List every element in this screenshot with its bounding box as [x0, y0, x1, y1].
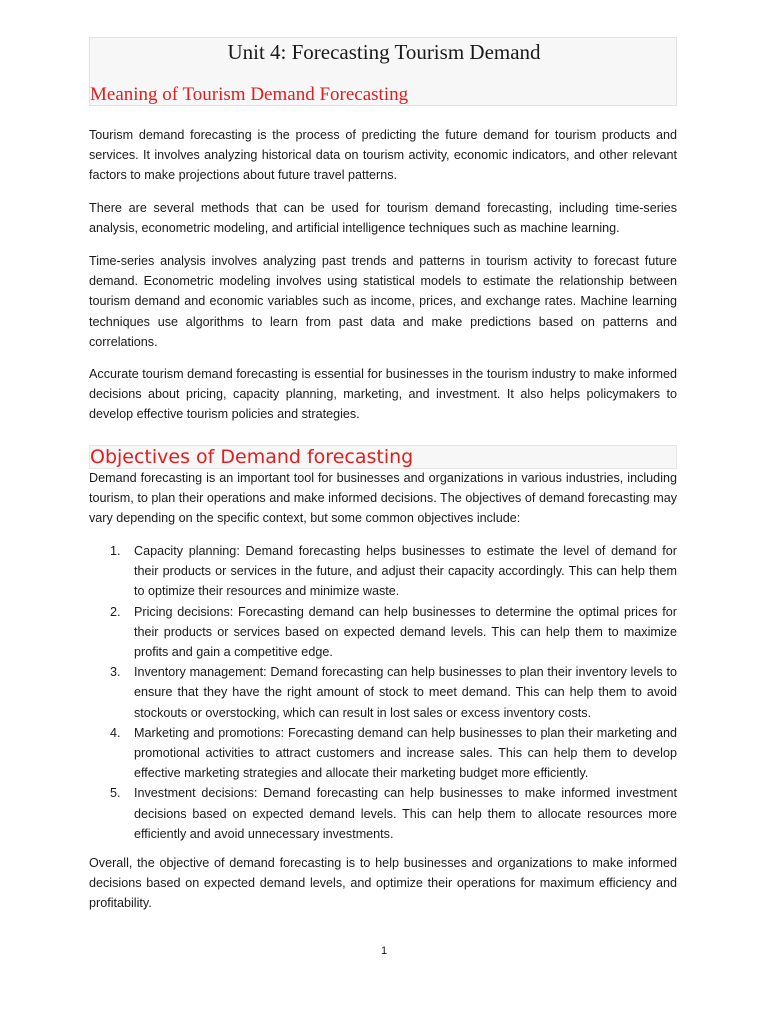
list-item-number: 1.	[110, 544, 121, 558]
section-heading-meaning: Meaning of Tourism Demand Forecasting	[90, 84, 409, 105]
paragraph-methods: There are several methods that can be used for tourism demand forecasting, including time-series analysis, econometric modeling, and artificial intelligence techniques such as machine learning.	[89, 201, 677, 236]
list-item	[89, 602, 677, 663]
paragraph-objectives-intro: Demand forecasting is an important tool for businesses and organizations in various industries, including tourism, to plan their operations and make informed decisions. The objectives of demand forecasting may vary depending on the specific context, but some common objectives include:	[89, 471, 677, 526]
paragraph-definition: Tourism demand forecasting is the process of predicting the future demand for tourism products and services. It involves analyzing historical data on tourism activity, economic indicators, and other relevant factors to make projections about future travel patterns.	[89, 128, 677, 183]
list-item	[89, 783, 677, 844]
list-item-text: Pricing decisions: Forecasting demand can help businesses to determine the optimal prices for their products or services based on expected demand levels. This can help them to maximize profits and gain a competitive edge.	[134, 604, 677, 660]
document-title: Unit 4: Forecasting Tourism Demand	[227, 40, 541, 64]
list-item-number: 2.	[110, 604, 121, 619]
section-heading-box	[89, 445, 677, 469]
list-item	[89, 662, 677, 723]
objectives-list	[89, 541, 677, 844]
list-item	[89, 723, 677, 784]
list-item-text: Marketing and promotions: Forecasting demand can help businesses to plan their marketing and promotional activities to attract customers and increase sales. This can help them to develop effective marketing strategies and allocate their marketing budget more efficiently.	[134, 725, 677, 781]
list-item-text: Capacity planning: Demand forecasting helps businesses to estimate the level of demand for their products or services in the future, and adjust their capacity accordingly. This can help them to optimize their resources and minimize waste.	[134, 544, 677, 599]
page-number: 1	[380, 945, 388, 957]
paragraph-importance: Accurate tourism demand forecasting is essential for businesses in the tourism industry to make informed decisions about pricing, capacity planning, marketing, and investment. It also helps policymakers to develop effective tourism policies and strategies.	[89, 367, 677, 422]
section-heading-objectives: Objectives of Demand forecasting	[90, 446, 414, 468]
list-item-number: 4.	[110, 725, 121, 740]
list-item-text: Inventory management: Demand forecasting can help businesses to plan their inventory levels to ensure that they have the right amount of stock to meet demand. This can help them to avoid stockouts or overstocking, which can result in lost sales or excess inventory costs.	[134, 665, 677, 720]
list-item	[89, 541, 677, 602]
list-item-text: Investment decisions: Demand forecasting can help businesses to make informed investment decisions based on expected demand levels. This can help them to allocate resources more efficiently and avoid unnecessary investments.	[134, 786, 677, 841]
list-item-number: 3.	[110, 665, 121, 680]
paragraph-techniques: Time-series analysis involves analyzing past trends and patterns in tourism activity to forecast future demand. Econometric modeling involves using statistical models to estimate the relationship between tourism demand and economic variables such as income, prices, and exchange rates. Machine learning techniques use algorithms to learn from past data and make predictions based on patterns and correlations.	[89, 254, 677, 349]
paragraph-conclusion: Overall, the objective of demand forecasting is to help businesses and organizations to make informed decisions based on expected demand levels, and optimize their operations for maximum efficiency and profitability.	[89, 856, 677, 911]
list-item-number: 5.	[110, 786, 121, 801]
title-block	[89, 37, 677, 106]
